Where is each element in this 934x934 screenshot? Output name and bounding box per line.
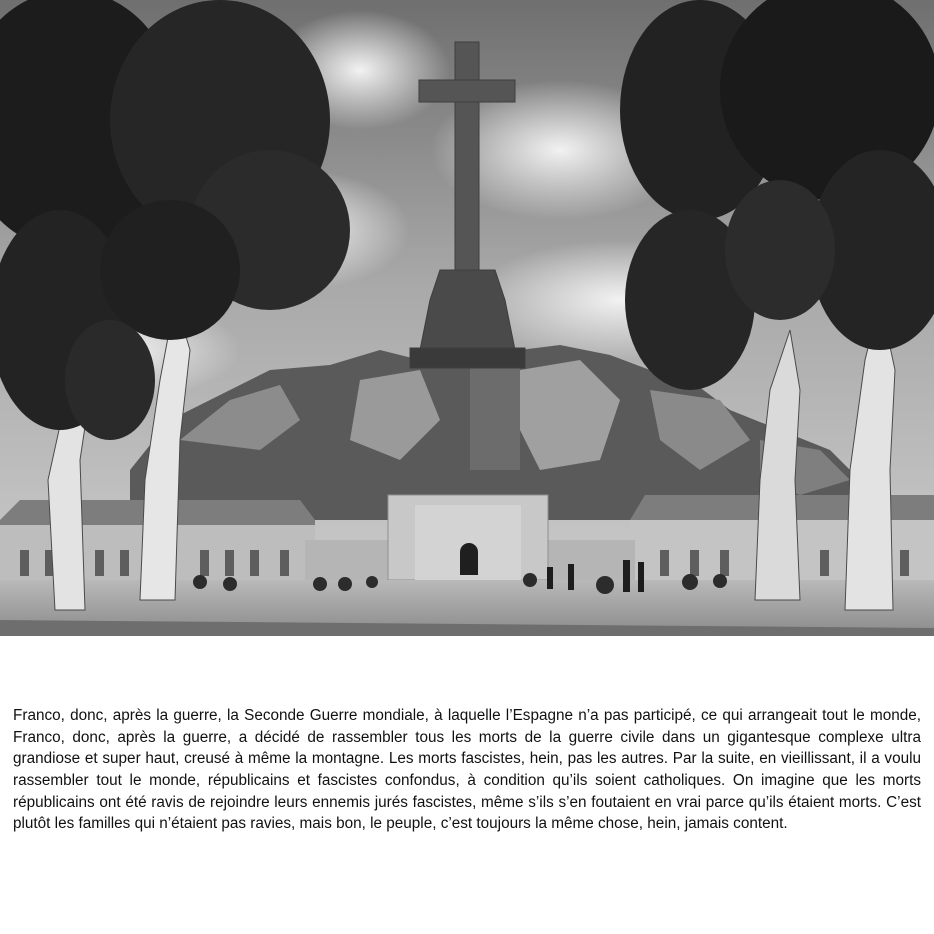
caption-paragraph: Franco, donc, après la guerre, la Seconde Guerre mondiale, à laquelle l’Espagne n’a pas participé, ce qui arrangeait tout le monde, Franco, donc, après la guerre, a décidé de rassembler tous les morts de la guerre civile dans un gigantesque complexe ultra grandiose et super haut, creusé à même la montagne. Les morts fascistes, hein, pas les autres. Par la suite, en vieillissant, il a voulu rassembler tout le monde, républicains et fascistes confondus, à condition qu’ils soient catholiques. On imagine que les morts républicains ont été ravis de rejoindre leurs ennemis jurés fascistes, même s’ils s’en foutaient en vrai parce qu’ils étaient morts. C’est plutôt les familles qui n’étaient pas ravies, mais bon, le peuple, c’est toujours la même chose, hein, jamais content. bbox=[13, 707, 921, 833]
